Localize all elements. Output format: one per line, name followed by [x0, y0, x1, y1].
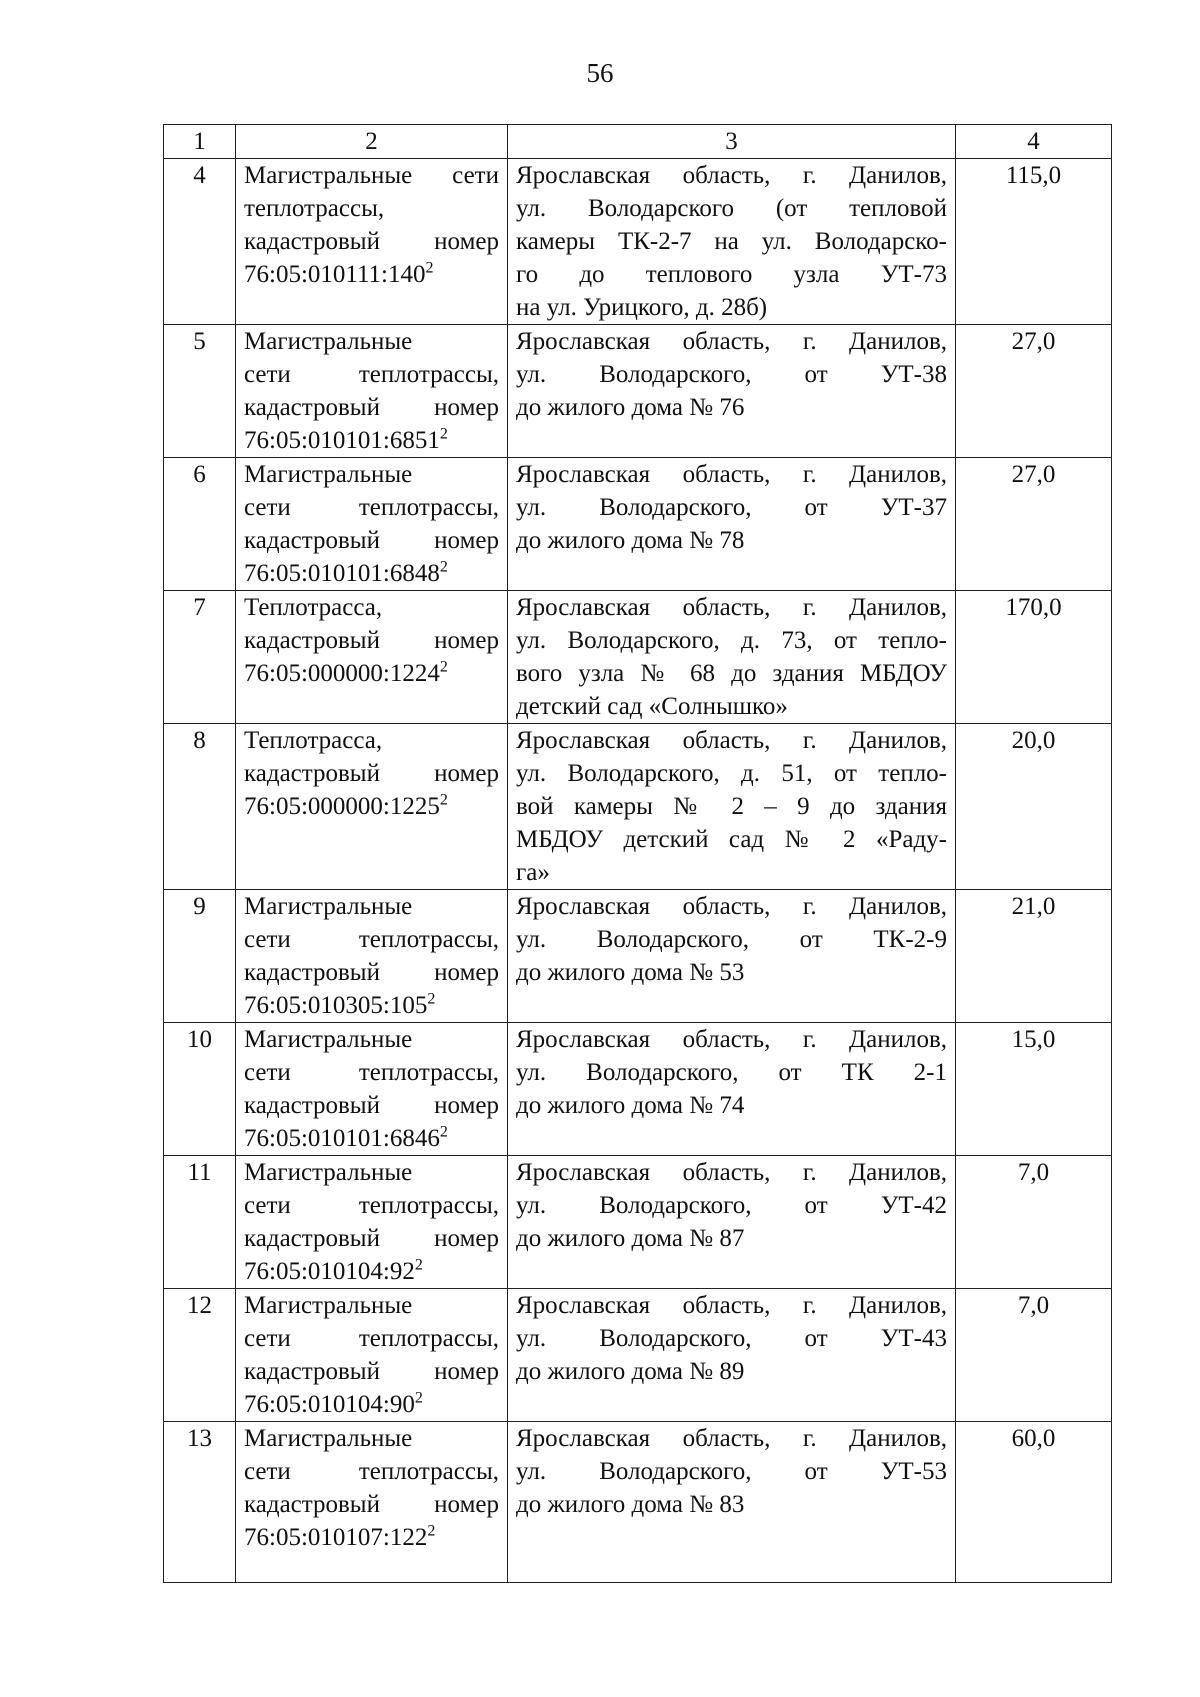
footnote-mark: 2 [414, 1389, 423, 1407]
length-value: 60,0 [956, 1422, 1112, 1583]
object-name-cell [236, 890, 508, 1023]
object-name-line: кадастровый номер [244, 1092, 499, 1119]
address-cell [508, 159, 956, 325]
row-number: 4 [164, 159, 236, 325]
cadastral-number [244, 258, 499, 291]
address-line: ул. Володарского, д. 51, от тепло- [516, 760, 947, 787]
address-cell [508, 458, 956, 591]
cadastral-number [244, 1255, 499, 1288]
row-number: 11 [164, 1156, 236, 1289]
address-line: ул. Володарского, от ТК-2-9 [516, 926, 947, 953]
object-name-line: Магистральные [244, 1026, 413, 1053]
row-number: 7 [164, 591, 236, 724]
length-value: 170,0 [956, 591, 1112, 724]
cadastral-number-text: 76:05:010104:92 [244, 1258, 415, 1285]
address-line: Ярославская область, г. Данилов, [516, 1292, 947, 1319]
footnote-mark: 2 [439, 658, 448, 676]
object-name-line: кадастровый номер [244, 760, 499, 787]
address-line: Ярославская область, г. Данилов, [516, 1026, 947, 1053]
cadastral-number-text: 76:05:010101:6851 [244, 427, 440, 454]
address-line: до жилого дома № 53 [516, 959, 745, 986]
address-line: Ярославская область, г. Данилов, [516, 727, 947, 754]
table-row [164, 458, 1112, 591]
footnote-mark: 2 [439, 1123, 448, 1141]
address-line: ул. Володарского, от ТК 2-1 [516, 1059, 947, 1086]
cadastral-number-text: 76:05:000000:1225 [244, 793, 440, 820]
cadastral-number [244, 790, 499, 823]
address-line: га» [516, 859, 550, 886]
address-line: камеры ТК-2-7 на ул. Володарско- [516, 228, 947, 255]
cadastral-number-text: 76:05:000000:1224 [244, 660, 440, 687]
cadastral-number [244, 1122, 499, 1155]
address-line: Ярославская область, г. Данилов, [516, 893, 947, 920]
object-name-line: кадастровый номер [244, 1225, 499, 1252]
object-name-line: Теплотрасса, [244, 727, 383, 754]
address-cell [508, 1422, 956, 1583]
address-line: Ярославская область, г. Данилов, [516, 1425, 947, 1452]
cadastral-number-text: 76:05:010111:140 [244, 261, 426, 288]
cadastral-number-text: 76:05:010107:122 [244, 1524, 428, 1551]
column-header-3: 3 [508, 125, 956, 159]
cadastral-number [244, 989, 499, 1022]
column-header-1: 1 [164, 125, 236, 159]
length-value: 15,0 [956, 1023, 1112, 1156]
row-number: 9 [164, 890, 236, 1023]
object-name-line: Теплотрасса, [244, 594, 383, 621]
table-body [164, 159, 1112, 1583]
address-line: го до теплового узла УТ-73 [516, 261, 947, 288]
address-line: до жилого дома № 89 [516, 1358, 745, 1385]
column-header-2: 2 [236, 125, 508, 159]
address-cell [508, 724, 956, 890]
address-line: Ярославская область, г. Данилов, [516, 328, 947, 355]
address-cell [508, 1156, 956, 1289]
address-cell [508, 325, 956, 458]
address-cell [508, 1023, 956, 1156]
cadastral-number [244, 557, 499, 590]
object-name-cell [236, 1023, 508, 1156]
cadastral-number [244, 424, 499, 457]
cadastral-number [244, 657, 499, 690]
address-line: до жилого дома № 83 [516, 1491, 745, 1518]
object-name-line: сети теплотрассы, [244, 1325, 499, 1352]
address-line: до жилого дома № 78 [516, 527, 745, 554]
address-line: Ярославская область, г. Данилов, [516, 594, 947, 621]
address-cell [508, 1289, 956, 1422]
object-name-line: Магистральные [244, 893, 413, 920]
object-name-cell [236, 724, 508, 890]
object-name-line: сети теплотрассы, [244, 1059, 499, 1086]
cadastral-number-text: 76:05:010104:90 [244, 1391, 415, 1418]
footnote-mark: 2 [427, 1522, 436, 1540]
table-row [164, 591, 1112, 724]
column-header-4: 4 [956, 125, 1112, 159]
address-cell [508, 591, 956, 724]
table-row [164, 325, 1112, 458]
object-name-line: кадастровый номер [244, 1491, 499, 1518]
address-line: Ярославская область, г. Данилов, [516, 162, 947, 189]
address-line: до жилого дома № 74 [516, 1092, 745, 1119]
address-line: до жилого дома № 87 [516, 1225, 745, 1252]
cadastral-number-text: 76:05:010101:6848 [244, 560, 440, 587]
object-name-cell [236, 325, 508, 458]
footnote-mark: 2 [425, 259, 434, 277]
object-name-line: Магистральные сети [244, 162, 499, 189]
length-value: 115,0 [956, 159, 1112, 325]
address-line: ул. Володарского, д. 73, от тепло- [516, 627, 947, 654]
footnote-mark: 2 [439, 425, 448, 443]
object-name-cell [236, 591, 508, 724]
address-line: вой камеры № 2 – 9 до здания [516, 793, 947, 820]
address-line: ул. Володарского, от УТ-53 [516, 1458, 947, 1485]
object-name-line: Магистральные [244, 461, 413, 488]
row-number: 13 [164, 1422, 236, 1583]
address-line: на ул. Урицкого, д. 28б) [516, 294, 768, 321]
object-name-line: сети теплотрассы, [244, 361, 499, 388]
address-line: ул. Володарского, от УТ-43 [516, 1325, 947, 1352]
address-line: Ярославская область, г. Данилов, [516, 1159, 947, 1186]
table-row [164, 890, 1112, 1023]
object-name-line: кадастровый номер [244, 394, 499, 421]
table-row [164, 1422, 1112, 1583]
object-name-line: кадастровый номер [244, 228, 499, 255]
object-name-line: кадастровый номер [244, 627, 499, 654]
object-name-cell [236, 1156, 508, 1289]
cadastral-number [244, 1388, 499, 1421]
cadastral-number-text: 76:05:010305:105 [244, 992, 428, 1019]
length-value: 7,0 [956, 1156, 1112, 1289]
row-number: 10 [164, 1023, 236, 1156]
length-value: 7,0 [956, 1289, 1112, 1422]
address-line: ул. Володарского, от УТ-42 [516, 1192, 947, 1219]
object-name-cell [236, 1289, 508, 1422]
address-cell [508, 890, 956, 1023]
address-line: детский сад «Солнышко» [516, 693, 788, 720]
address-line: МБДОУ детский сад № 2 «Раду- [516, 826, 947, 853]
object-name-cell [236, 159, 508, 325]
row-number: 12 [164, 1289, 236, 1422]
table-row [164, 1156, 1112, 1289]
address-line: ул. Володарского, от УТ-37 [516, 494, 947, 521]
table-row [164, 724, 1112, 890]
table-row [164, 1289, 1112, 1422]
footnote-mark: 2 [439, 558, 448, 576]
length-value: 21,0 [956, 890, 1112, 1023]
address-line: ул. Володарского, от УТ-38 [516, 361, 947, 388]
object-name-line: сети теплотрассы, [244, 1458, 499, 1485]
heating-network-table [163, 124, 1112, 1583]
object-name-line: кадастровый номер [244, 527, 499, 554]
cadastral-number [244, 1521, 499, 1554]
row-number: 5 [164, 325, 236, 458]
object-name-line: кадастровый номер [244, 959, 499, 986]
table-row [164, 159, 1112, 325]
table-header-row [164, 125, 1112, 159]
address-line: до жилого дома № 76 [516, 394, 745, 421]
object-name-cell [236, 1422, 508, 1583]
row-number: 8 [164, 724, 236, 890]
object-name-cell [236, 458, 508, 591]
footnote-mark: 2 [427, 990, 436, 1008]
object-name-line: Магистральные [244, 1292, 413, 1319]
row-number: 6 [164, 458, 236, 591]
object-name-line: Магистральные [244, 328, 413, 355]
table-row [164, 1023, 1112, 1156]
address-line: вого узла № 68 до здания МБДОУ [516, 660, 947, 687]
object-name-line: теплотрассы, [244, 195, 385, 222]
length-value: 27,0 [956, 325, 1112, 458]
footnote-mark: 2 [439, 791, 448, 809]
object-name-line: Магистральные [244, 1425, 413, 1452]
object-name-line: кадастровый номер [244, 1358, 499, 1385]
cadastral-number-text: 76:05:010101:6846 [244, 1125, 440, 1152]
address-line: Ярославская область, г. Данилов, [516, 461, 947, 488]
object-name-line: сети теплотрассы, [244, 494, 499, 521]
object-name-line: сети теплотрассы, [244, 1192, 499, 1219]
object-name-line: Магистральные [244, 1159, 413, 1186]
footnote-mark: 2 [414, 1256, 423, 1274]
object-name-line: сети теплотрассы, [244, 926, 499, 953]
page-number: 56 [586, 58, 614, 88]
address-line: ул. Володарского (от тепловой [516, 195, 947, 222]
length-value: 27,0 [956, 458, 1112, 591]
length-value: 20,0 [956, 724, 1112, 890]
